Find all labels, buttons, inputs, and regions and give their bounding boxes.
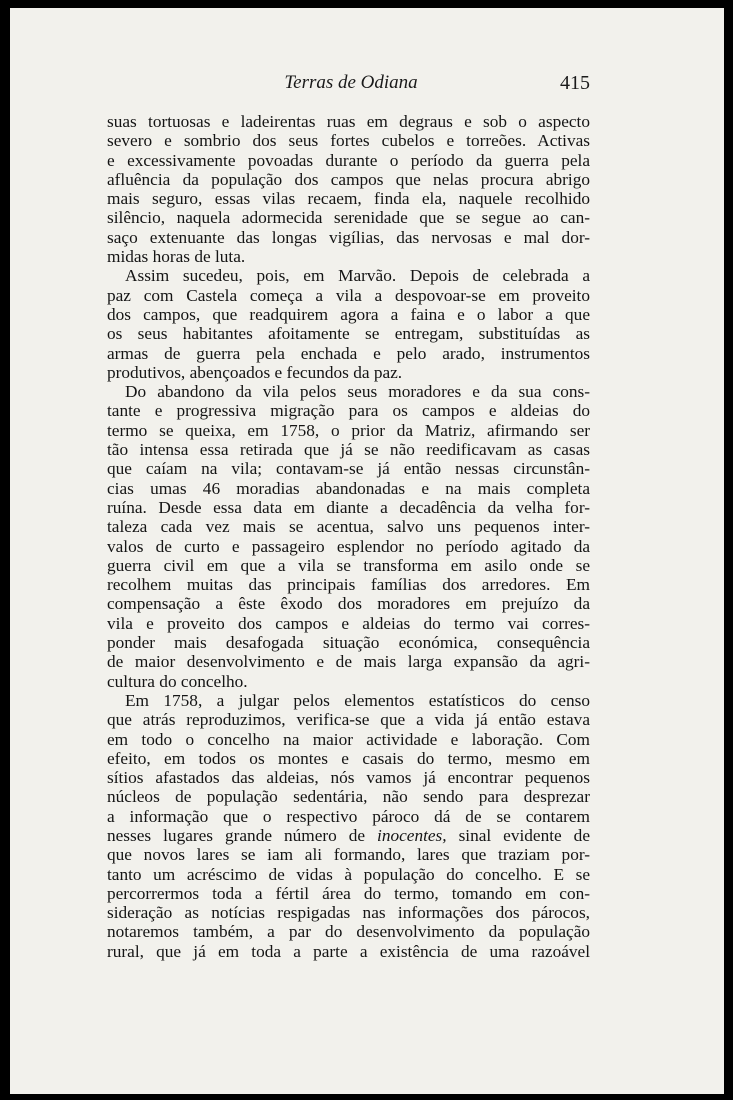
- text-line: os seus habitantes afoitamente se entregam, substituídas as: [107, 324, 590, 344]
- text-line: que novos lares se iam ali formando, lares que traziam por-: [107, 845, 590, 865]
- page-header: [112, 72, 590, 98]
- running-title: Terras de Odiana: [284, 72, 418, 93]
- text-line: termo se queixa, em 1758, o prior da Matriz, afirmando ser: [107, 420, 590, 440]
- text-line: armas de guerra pela enchada e pelo arado, instrumentos: [107, 343, 590, 363]
- paragraph-3: [107, 382, 590, 691]
- text-line: mais seguro, essas vilas recaem, finda ela, naquele recolhido: [107, 189, 590, 209]
- text-line: que atrás reproduzimos, verifica-se que a vida já então estava: [107, 710, 590, 730]
- text-line: ponder mais desafogada situação económica, consequência: [107, 633, 590, 653]
- text-line: núcleos de população sedentária, não sendo para desprezar: [107, 787, 590, 807]
- text-line: ruína. Desde essa data em diante a decadência da velha for-: [107, 497, 590, 517]
- text-line: valos de curto e passageiro esplendor no período agitado da: [107, 536, 590, 556]
- text-line: Assim sucedeu, pois, em Marvão. Depois de celebrada a: [125, 266, 590, 286]
- text-line: cultura do concelho.: [107, 671, 248, 691]
- text-line: percorrermos toda a fértil área do termo, tomando em con-: [107, 883, 590, 903]
- text-line: taleza cada vez mais se acentua, salvo uns pequenos inter-: [107, 517, 590, 537]
- text-line: tante e progressiva migração para os campos e aldeias do: [107, 401, 590, 421]
- text-segment: nesses lugares grande número de: [107, 825, 378, 845]
- text-line: severo e sombrio dos seus fortes cubelos e torreões. Activas: [107, 131, 590, 151]
- text-line: sideração as notícias respigadas nas informações dos párocos,: [107, 903, 590, 923]
- body-text: [107, 112, 590, 961]
- text-line: cias umas 46 moradias abandonadas e na mais completa: [107, 478, 590, 498]
- text-line: efeito, em todos os montes e casais do termo, mesmo em: [107, 748, 590, 768]
- paragraph-2: [107, 266, 590, 382]
- text-line: a informação que o respectivo pároco dá de se contarem: [107, 806, 590, 826]
- text-line: e excessivamente povoadas durante o período da guerra pela: [107, 150, 590, 170]
- text-line: rural, que já em toda a parte a existência de uma razoável: [107, 941, 590, 961]
- text-line: saço extenuante das longas vigílias, das nervosas e mal dor-: [107, 227, 590, 247]
- paragraph-1: [107, 112, 590, 266]
- text-line: que caíam na vila; contavam-se já então nessas circunstân-: [107, 459, 590, 479]
- paragraph-4: [107, 691, 590, 961]
- text-line: notaremos também, a par do desenvolvimento da população: [107, 922, 590, 942]
- text-line: sítios afastados das aldeias, nós vamos já encontrar pequenos: [107, 768, 590, 788]
- text-line: suas tortuosas e ladeirentas ruas em degraus e sob o aspecto: [107, 112, 590, 131]
- book-page: [10, 8, 724, 1094]
- text-line: Do abandono da vila pelos seus moradores e da sua cons-: [125, 382, 590, 402]
- text-line: recolhem muitas das principais famílias dos arredores. Em: [107, 575, 590, 595]
- text-line: Em 1758, a julgar pelos elementos estatísticos do censo: [125, 690, 590, 710]
- text-line: guerra civil em que a vila se transforma em asilo onde se: [107, 555, 590, 575]
- italic-word: inocentes,: [377, 825, 447, 845]
- text-line: produtivos, abençoados e fecundos da paz.: [107, 362, 403, 382]
- text-line: paz com Castela começa a vila a despovoar-se em proveito: [107, 285, 590, 305]
- text-line-with-italic: [107, 826, 590, 845]
- text-line: dos campos, que readquirem agora a faina e o labor a que: [107, 304, 590, 324]
- text-line: afluência da população dos campos que nelas procura abrigo: [107, 169, 590, 189]
- text-line: midas horas de luta.: [107, 247, 246, 267]
- text-line: em todo o concelho na maior actividade e laboração. Com: [107, 729, 590, 749]
- text-line: de maior desenvolvimento e de mais larga expansão da agri-: [107, 652, 590, 672]
- text-line: tanto um acréscimo de vidas à população do concelho. E se: [107, 864, 590, 884]
- text-line: tão intensa essa retirada que já se não reedificavam as casas: [107, 440, 590, 460]
- page-number: 415: [560, 72, 590, 94]
- text-line: silêncio, naquela adormecida serenidade que se segue ao can-: [107, 208, 590, 228]
- text-line: vila e proveito dos campos e aldeias do termo vai corres-: [107, 613, 590, 633]
- text-segment: sinal evidente de: [446, 825, 590, 845]
- text-line: compensação a êste êxodo dos moradores em prejuízo da: [107, 594, 590, 614]
